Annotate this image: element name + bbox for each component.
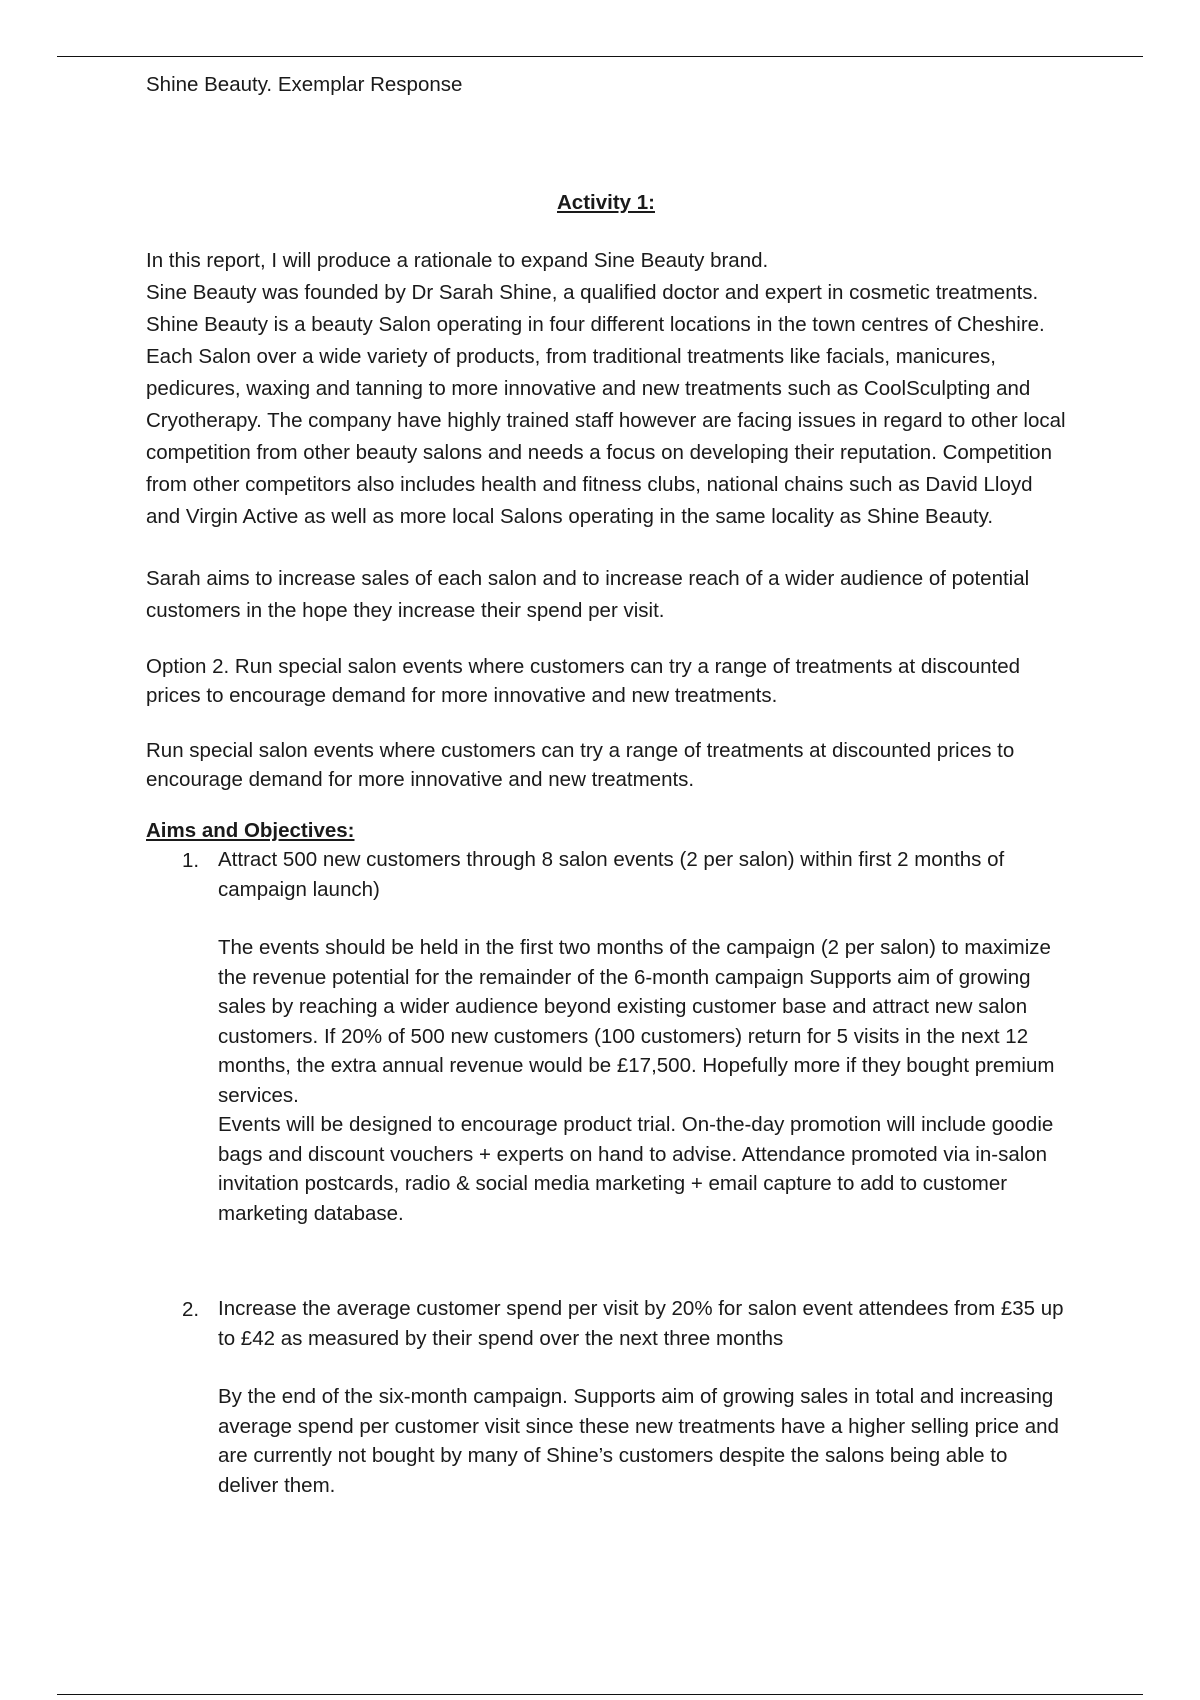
run-events-paragraph: Run special salon events where customers can try a range of treatments at discounted prices to encourage demand for more innovative and new treatments. <box>146 739 1015 791</box>
intro-section <box>146 245 1066 533</box>
intro-paragraph: Sine Beauty was founded by Dr Sarah Shine, a qualified doctor and expert in cosmetic treatments. Shine Beauty is a beauty Salon operating in four different locations in the town centres of Cheshire. Each Salon over a wide variety of products, from traditional treatments like facials, manicures, pedicures, waxing and tanning to more innovative and new treatments such as CoolSculpting and Cryotherapy. The company have highly trained staff however are facing issues in regard to other local competition from other beauty salons and needs a focus on developing their reputation. Competition from other competitors also includes health and fitness clubs, national chains such as David Lloyd and Virgin Active as well as more local Salons operating in the same locality as Shine Beauty. <box>146 281 1066 528</box>
footer-rule <box>57 1694 1143 1695</box>
objective-detail-paragraph: Events will be designed to encourage product trial. On-the-day promotion will include goodie bags and discount vouchers + experts on hand to advise. Attendance promoted via in-salon invitation postcards, radio & social media marketing + email capture to add to customer marketing database. <box>218 1113 1054 1225</box>
objective-detail <box>218 933 1066 1228</box>
objective-title: Attract 500 new customers through 8 salon events (2 per salon) within first 2 months of campaign launch) <box>218 848 1005 901</box>
header-rule <box>57 56 1143 57</box>
objective-number: 2. <box>182 1298 200 1321</box>
option-paragraph: Option 2. Run special salon events where customers can try a range of treatments at discounted prices to encourage demand for more innovative and new treatments. <box>146 655 1020 707</box>
objective-detail <box>218 1382 1066 1500</box>
objectives-list <box>146 845 1066 1500</box>
objective-item-1 <box>146 845 1066 1228</box>
aims-paragraph: Sarah aims to increase sales of each salon and to increase reach of a wider audience of potential customers in the hope they increase their spend per visit. <box>146 567 1030 622</box>
intro-first-line: In this report, I will produce a rationale to expand Sine Beauty brand. <box>146 249 769 272</box>
objective-detail-paragraph: By the end of the six-month campaign. Supports aim of growing sales in total and increasing average spend per customer visit since these new treatments have a higher selling price and are currently not bought by many of Shine’s customers despite the salons being able to deliver them. <box>218 1385 1059 1497</box>
objective-number: 1. <box>182 849 200 872</box>
activity-title: Activity 1: <box>557 191 655 214</box>
objective-detail-paragraph: The events should be held in the first two months of the campaign (2 per salon) to maximize the revenue potential for the remainder of the 6-month campaign Supports aim of growing sales by reaching a wider audience beyond existing customer base and attract new salon customers. If 20% of 500 new customers (100 customers) return for 5 visits in the next 12 months, the extra annual revenue would be £17,500. Hopefully more if they bought premium services. <box>218 936 1055 1107</box>
aims-objectives-heading: Aims and Objectives: <box>146 819 355 842</box>
objective-title: Increase the average customer spend per visit by 20% for salon event attendees from £35 up to £42 as measured by their spend over the next three months <box>218 1297 1064 1350</box>
page-header: Shine Beauty. Exemplar Response <box>146 73 463 96</box>
document-body <box>146 70 1066 1500</box>
objective-item-2 <box>146 1294 1066 1500</box>
